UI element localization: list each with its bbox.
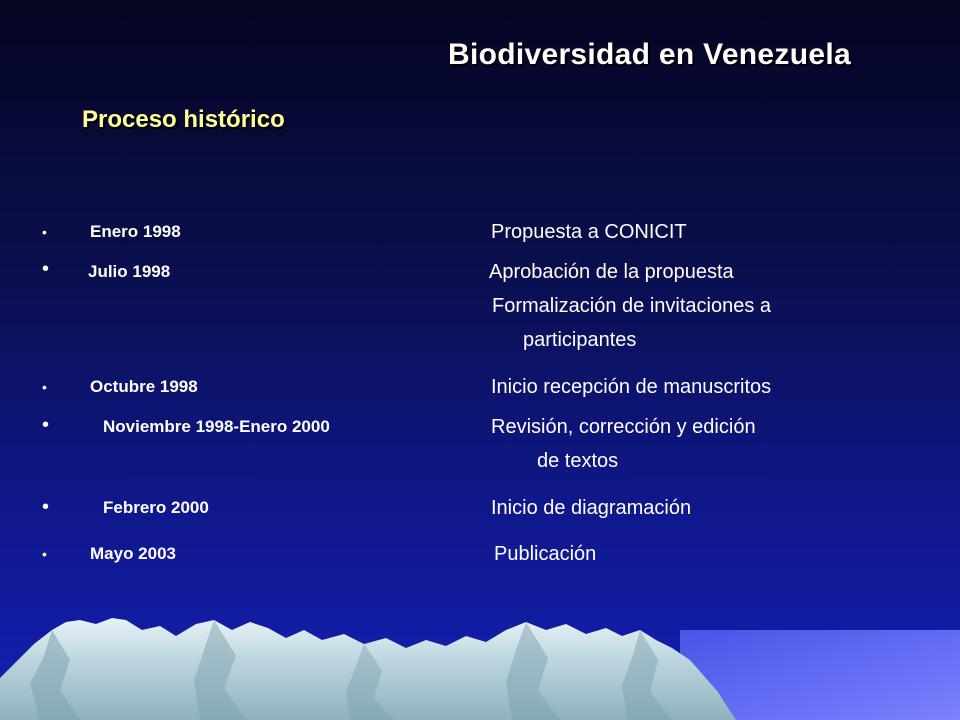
- timeline-description: [491, 370, 771, 404]
- bullet: •: [42, 224, 47, 240]
- description-line: Aprobación de la propuesta: [489, 261, 734, 283]
- description-line: Propuesta a CONICIT: [491, 221, 687, 243]
- timeline-description: [491, 491, 691, 525]
- timeline-date: Enero 1998: [90, 222, 181, 241]
- bullet: •: [42, 258, 50, 280]
- slide-subtitle: Proceso histórico: [82, 106, 285, 133]
- timeline-description: [491, 410, 756, 478]
- description-line: Revisión, corrección y edición: [491, 416, 756, 438]
- timeline-description: [494, 537, 596, 571]
- timeline-description: [491, 215, 687, 249]
- slide-title: Biodiversidad en Venezuela: [448, 38, 851, 71]
- timeline-date: Mayo 2003: [90, 544, 176, 563]
- description-line: Inicio de diagramación: [491, 497, 692, 519]
- mountain-range-decoration: [0, 600, 960, 720]
- timeline-date: Noviembre 1998-Enero 2000: [103, 417, 330, 436]
- description-line: Inicio recepción de manuscritos: [491, 376, 772, 398]
- timeline-date: Octubre 1998: [90, 377, 198, 396]
- description-line: de textos: [537, 450, 619, 472]
- description-line: Formalización de invitaciones a: [492, 295, 772, 317]
- timeline-date: Julio 1998: [88, 262, 171, 281]
- bullet: •: [42, 379, 47, 395]
- description-line: participantes: [523, 329, 637, 351]
- description-line: Publicación: [494, 543, 597, 565]
- bullet: •: [42, 496, 50, 518]
- bullet: •: [42, 414, 50, 436]
- timeline-date: Febrero 2000: [103, 498, 209, 517]
- bullet: •: [42, 546, 47, 562]
- timeline-description: [489, 255, 771, 357]
